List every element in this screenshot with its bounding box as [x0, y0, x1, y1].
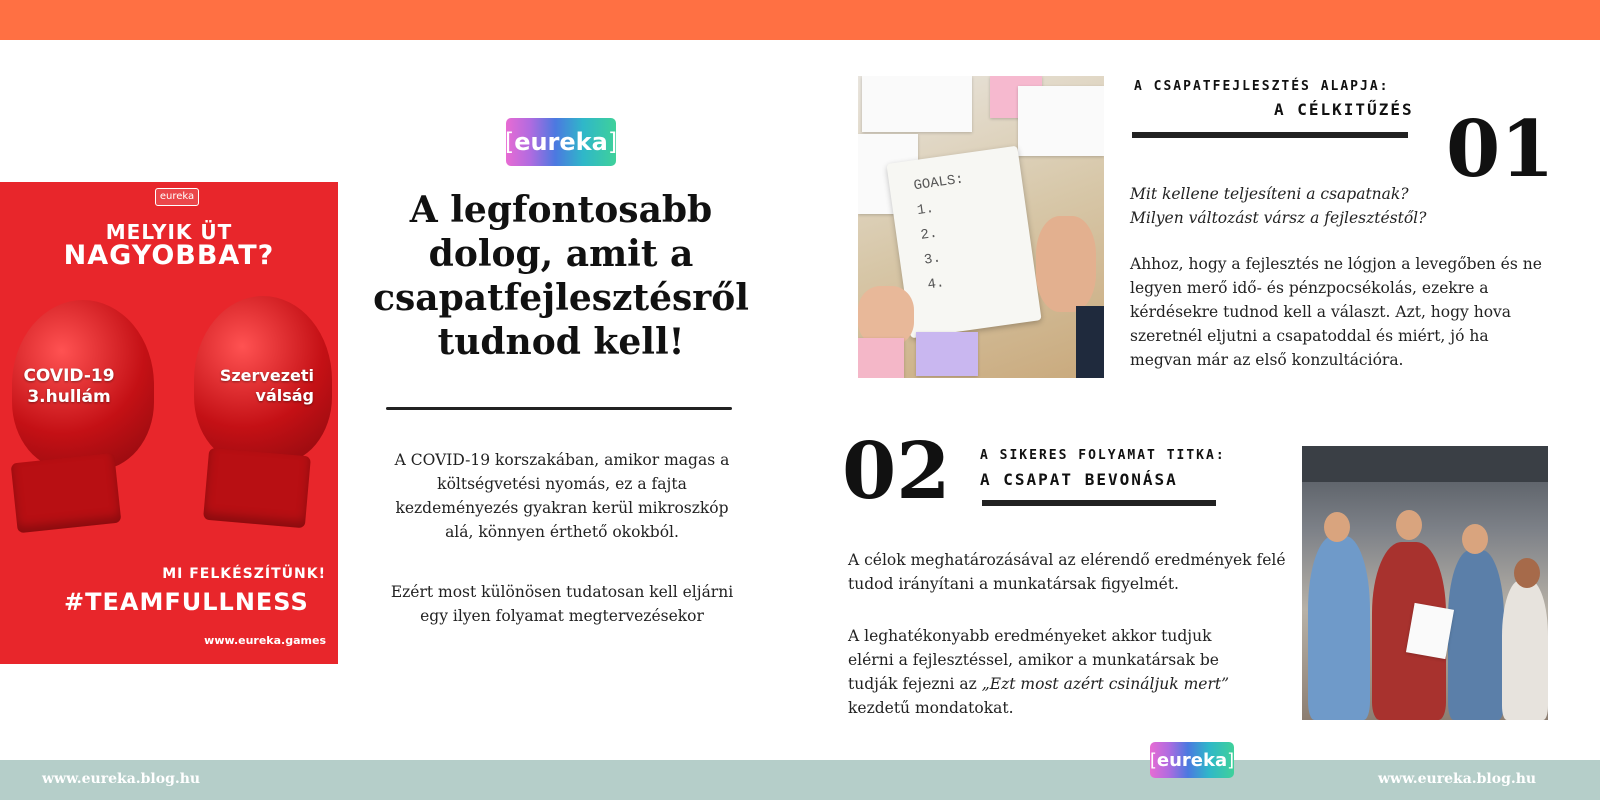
- section1-kicker-line2: A CÉLKITŰZÉS: [1274, 100, 1414, 119]
- logo-bracket-close: ]: [607, 128, 618, 156]
- footer-logo-bracket-open: [: [1149, 749, 1157, 771]
- person-1: [1308, 536, 1370, 720]
- poster-prepare-text: MI FELKÉSZÍTÜNK!: [162, 566, 326, 582]
- poster-question-line1: MELYIK ÜT: [105, 220, 233, 244]
- notebook-item-1: 1.: [916, 200, 936, 220]
- left-glove-label-line1: COVID-19: [23, 366, 115, 386]
- poster-image: [0, 182, 338, 664]
- section2-body-2: [848, 624, 1248, 720]
- section2-body-2-start: A leghatékonyabb eredményeket akkor tudjuk elérni a fejlesztéssel, amikor a munkatársak be tudják fejezni az: [848, 627, 1219, 693]
- section2-body-1: A célok meghatározásával az elérendő eredmények felé tudod irányítani a munkatársak figyelmét.: [848, 551, 1286, 593]
- person-3-head: [1462, 524, 1488, 554]
- eureka-logo-footer[interactable]: [1150, 742, 1234, 778]
- person-1-head: [1324, 512, 1350, 542]
- hashtag-rest: FULLNESS: [164, 588, 309, 616]
- right-glove-label-line2: válság: [255, 386, 314, 405]
- line-chart-paper: [1018, 86, 1104, 156]
- poster-logo: eureka: [155, 188, 199, 206]
- left-glove-label-line2: 3.hullám: [27, 387, 111, 407]
- hashtag-bold: #TEAM: [64, 588, 165, 616]
- footer-logo-bracket-close: ]: [1227, 749, 1235, 771]
- headline-divider: [386, 407, 732, 410]
- chart-paper: [862, 76, 972, 132]
- person-2-head: [1396, 510, 1422, 540]
- section1-divider: [1132, 132, 1408, 138]
- person-4-head: [1514, 558, 1540, 588]
- right-glove-label: [196, 366, 314, 406]
- ceiling-lights: [1302, 446, 1548, 482]
- top-accent-bar: [0, 0, 1600, 40]
- eureka-logo[interactable]: [506, 118, 616, 166]
- suit-sleeve: [1076, 306, 1104, 378]
- left-glove-cuff: [11, 453, 122, 533]
- main-headline: A legfontosabb dolog, amit a csapatfejlesztésről tudnod kell!: [373, 189, 749, 363]
- person-4: [1502, 580, 1548, 720]
- notebook-title: GOALS:: [912, 171, 965, 195]
- hand-left: [858, 286, 914, 346]
- footer-link-right[interactable]: www.eureka.blog.hu: [1378, 771, 1537, 787]
- notebook-item-4: 4.: [926, 275, 946, 294]
- footer-bar: [0, 760, 1600, 800]
- poster-website: www.eureka.games: [204, 634, 326, 647]
- notebook-item-2: 2.: [919, 225, 939, 244]
- celebrating-team-photo: [1302, 446, 1548, 720]
- poster-hashtag: [64, 588, 334, 616]
- section1-question-1: Mit kellene teljesíteni a csapatnak?: [1130, 185, 1409, 203]
- section1-question-2: Milyen változást vársz a fejlesztéstől?: [1130, 209, 1427, 227]
- section2-divider: [982, 500, 1216, 506]
- left-glove-label: [14, 366, 124, 408]
- section1-body: Ahhoz, hogy a fejlesztés ne lógjon a levegőben és ne legyen merő idő- és pénzpocsékolás, ezekre a kérdésekre tudnod kell a választ. Azt, hogy hova szeretnél eljutni a csapatoddal és miért, jó ha megvan már az első konzultációra.: [1130, 255, 1542, 369]
- held-paper: [1406, 603, 1454, 659]
- hand-right-pen: [1036, 216, 1096, 312]
- section2-body-2-end: kezdetű mondatokat.: [848, 699, 1014, 717]
- poster-question-line2: NAGYOBBAT?: [63, 240, 275, 271]
- section2-quote: „Ezt most azért csináljuk mert”: [981, 675, 1230, 693]
- logo-bracket-open: [: [504, 128, 515, 156]
- footer-logo-text: eureka: [1156, 749, 1228, 771]
- section1-questions: [1130, 182, 1550, 230]
- intro-paragraph-2: Ezért most különösen tudatosan kell eljárni egy ilyen folyamat megtervezésekor: [390, 583, 734, 625]
- team-sticky-note: [916, 332, 978, 376]
- notebook-item-3: 3.: [923, 250, 942, 269]
- intro-paragraph: A COVID-19 korszakában, amikor magas a költségvetési nyomás, ez a fajta kezdeményezés gyakran kerül mikroszkóp alá, könnyen érthető okokból.: [394, 451, 730, 541]
- section2-number: 02: [842, 426, 951, 517]
- logo-text: eureka: [514, 128, 608, 156]
- right-glove-label-line1: Szervezeti: [219, 366, 314, 385]
- section1-number: 01: [1446, 104, 1555, 195]
- hourglass-note: [858, 338, 904, 378]
- goals-notebook-photo: [858, 76, 1104, 378]
- right-glove-cuff: [203, 448, 311, 529]
- section2-kicker-line1: A SIKERES FOLYAMAT TITKA:: [980, 448, 1226, 463]
- section2-kicker-line2: A CSAPAT BEVONÁSA: [980, 470, 1178, 489]
- footer-link-left[interactable]: www.eureka.blog.hu: [42, 771, 201, 787]
- person-3: [1448, 550, 1504, 720]
- section1-kicker-line1: A CSAPATFEJLESZTÉS ALAPJA:: [1134, 79, 1390, 94]
